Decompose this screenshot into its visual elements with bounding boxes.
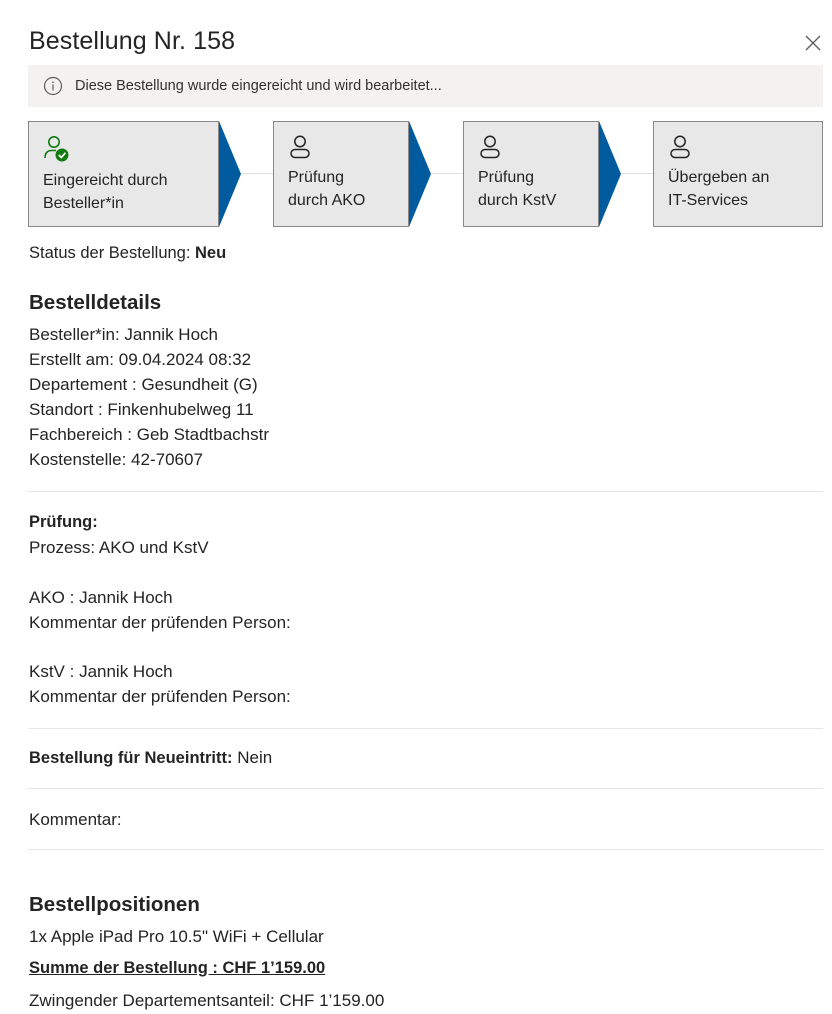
new-entry-value: Nein [232, 748, 273, 767]
order-sum: Summe der Bestellung : CHF 1’159.00 [29, 959, 326, 977]
info-banner [28, 65, 823, 107]
step-kstv-review [463, 121, 599, 227]
person-icon [478, 134, 504, 162]
step-label: Prüfung durch AKO [288, 169, 366, 209]
details-heading: Bestelldetails [29, 291, 162, 314]
detail-created: Erstellt am: 09.04.2024 08:32 [29, 350, 252, 369]
positions-heading: Bestellpositionen [29, 893, 200, 916]
review-process: Prozess: AKO und KstV [29, 538, 209, 557]
detail-department: Departement : Gesundheit (G) [29, 375, 258, 394]
review-kstv: KstV : Jannik Hoch [29, 662, 173, 681]
banner-text: Diese Bestellung wurde eingereicht und wird bearbeitet... [75, 78, 442, 94]
step-submitted [28, 121, 219, 227]
detail-division: Fachbereich : Geb Stadtbachstr [29, 425, 270, 444]
close-icon[interactable] [802, 32, 824, 54]
step-label: Eingereicht durch Besteller*in [43, 172, 168, 212]
divider [28, 491, 823, 492]
status-value: Neu [195, 244, 227, 262]
step-ako-review [273, 121, 409, 227]
person-check-icon [43, 134, 69, 162]
review-ako-comment: Kommentar der prüfenden Person: [29, 613, 291, 632]
page-title: Bestellung Nr. 158 [29, 27, 236, 55]
detail-orderer: Besteller*in: Jannik Hoch [29, 325, 218, 344]
step-arrow [219, 121, 241, 227]
divider [28, 788, 823, 789]
step-label: Prüfung durch KstV [478, 169, 557, 209]
progress-steps [28, 121, 823, 227]
info-icon [43, 76, 63, 96]
step-arrow [599, 121, 621, 227]
person-icon [668, 134, 694, 162]
position-item: 1x Apple iPad Pro 10.5" WiFi + Cellular [29, 927, 324, 946]
new-entry-row [29, 748, 272, 768]
comment-label: Kommentar: [29, 810, 122, 829]
review-heading: Prüfung: [29, 513, 98, 531]
department-share: Zwingender Departementsanteil: CHF 1’159.00 [29, 991, 385, 1010]
detail-cost-center: Kostenstelle: 42-70607 [29, 450, 203, 469]
review-kstv-comment: Kommentar der prüfenden Person: [29, 687, 291, 706]
step-label: Übergeben an IT-Services [668, 169, 770, 209]
order-status [29, 244, 226, 263]
person-icon [288, 134, 314, 162]
divider [28, 849, 823, 850]
status-label: Status der Bestellung: [29, 244, 196, 262]
detail-location: Standort : Finkenhubelweg 11 [29, 400, 254, 419]
divider [28, 728, 823, 729]
step-it-services [653, 121, 823, 227]
step-arrow [409, 121, 431, 227]
review-ako: AKO : Jannik Hoch [29, 588, 173, 607]
new-entry-label: Bestellung für Neueintritt: [29, 749, 233, 767]
